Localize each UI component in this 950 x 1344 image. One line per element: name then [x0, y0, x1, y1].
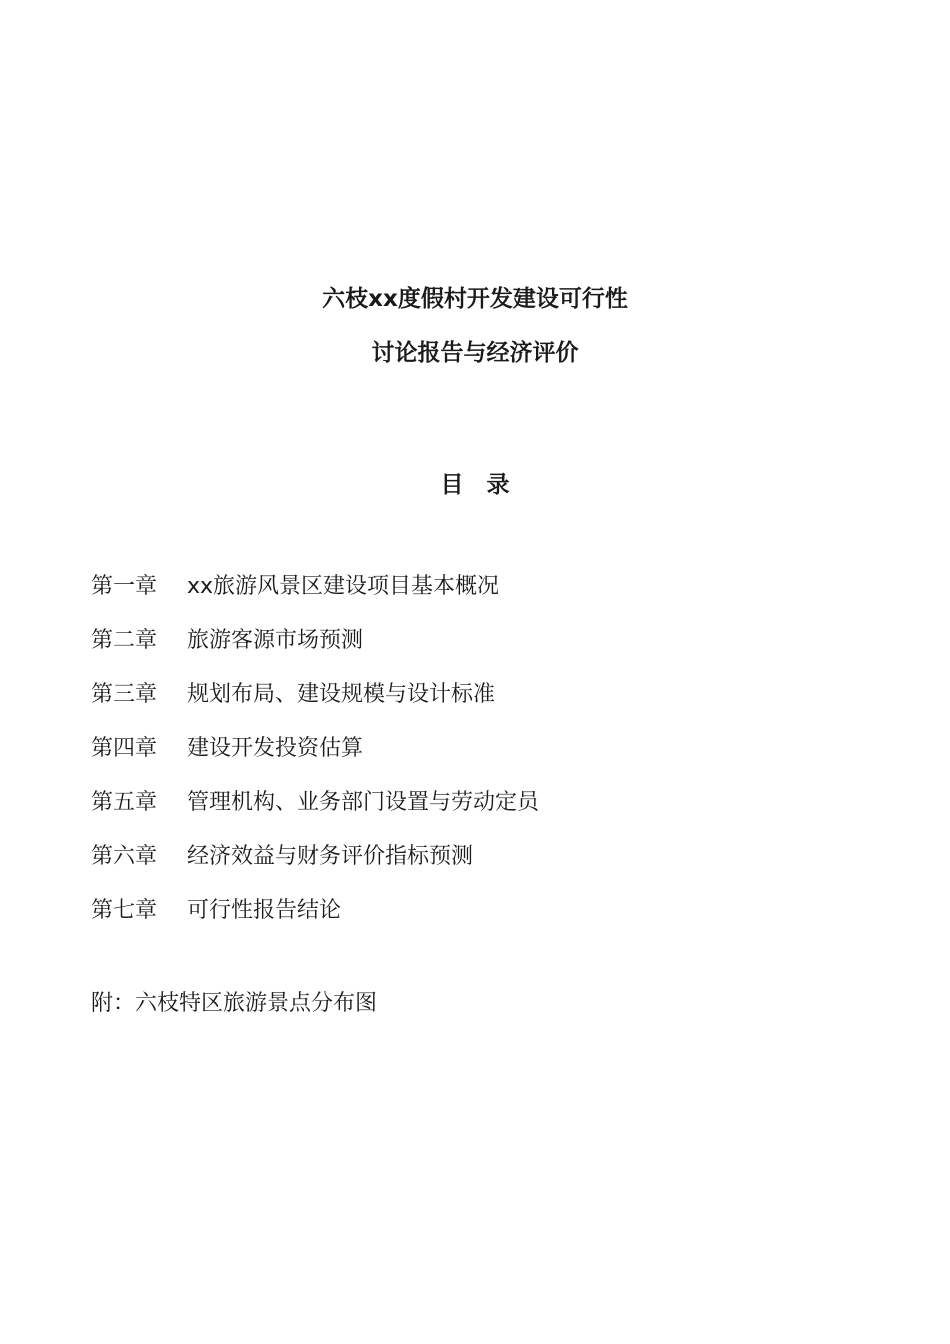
toc-item-chapter-2: [91, 626, 539, 680]
toc-chapter-number: 第六章: [91, 844, 158, 869]
toc-chapter-title: 经济效益与财务评价指标预测: [187, 844, 474, 869]
toc-item-chapter-5: [91, 788, 539, 842]
toc-chapter-number: 第三章: [91, 682, 158, 707]
toc-item-chapter-1: [91, 572, 539, 626]
toc-item-chapter-4: [91, 734, 539, 788]
toc-item-chapter-7: [91, 896, 539, 950]
table-of-contents: [91, 572, 539, 950]
toc-chapter-number: 第五章: [91, 790, 158, 815]
document-title-line-1: 六枝xx度假村开发建设可行性: [322, 286, 628, 312]
document-title-line-2: 讨论报告与经济评价: [371, 340, 579, 366]
toc-chapter-title: 建设开发投资估算: [187, 736, 364, 761]
toc-chapter-number: 第七章: [91, 898, 158, 923]
toc-item-chapter-6: [91, 842, 539, 896]
toc-chapter-title: 规划布局、建设规模与设计标准: [187, 682, 496, 707]
toc-chapter-number: 第一章: [91, 574, 158, 599]
toc-chapter-title: 可行性报告结论: [187, 898, 342, 923]
toc-chapter-title: 旅游客源市场预测: [187, 628, 364, 653]
toc-chapter-number: 第四章: [91, 736, 158, 761]
toc-chapter-title: xx旅游风景区建设项目基本概况: [187, 574, 500, 599]
toc-item-chapter-3: [91, 680, 539, 734]
toc-chapter-title: 管理机构、业务部门设置与劳动定员: [187, 790, 540, 815]
toc-heading: 目 录: [440, 472, 510, 498]
appendix-note: 附：六枝特区旅游景点分布图: [91, 991, 378, 1016]
toc-chapter-number: 第二章: [91, 628, 158, 653]
